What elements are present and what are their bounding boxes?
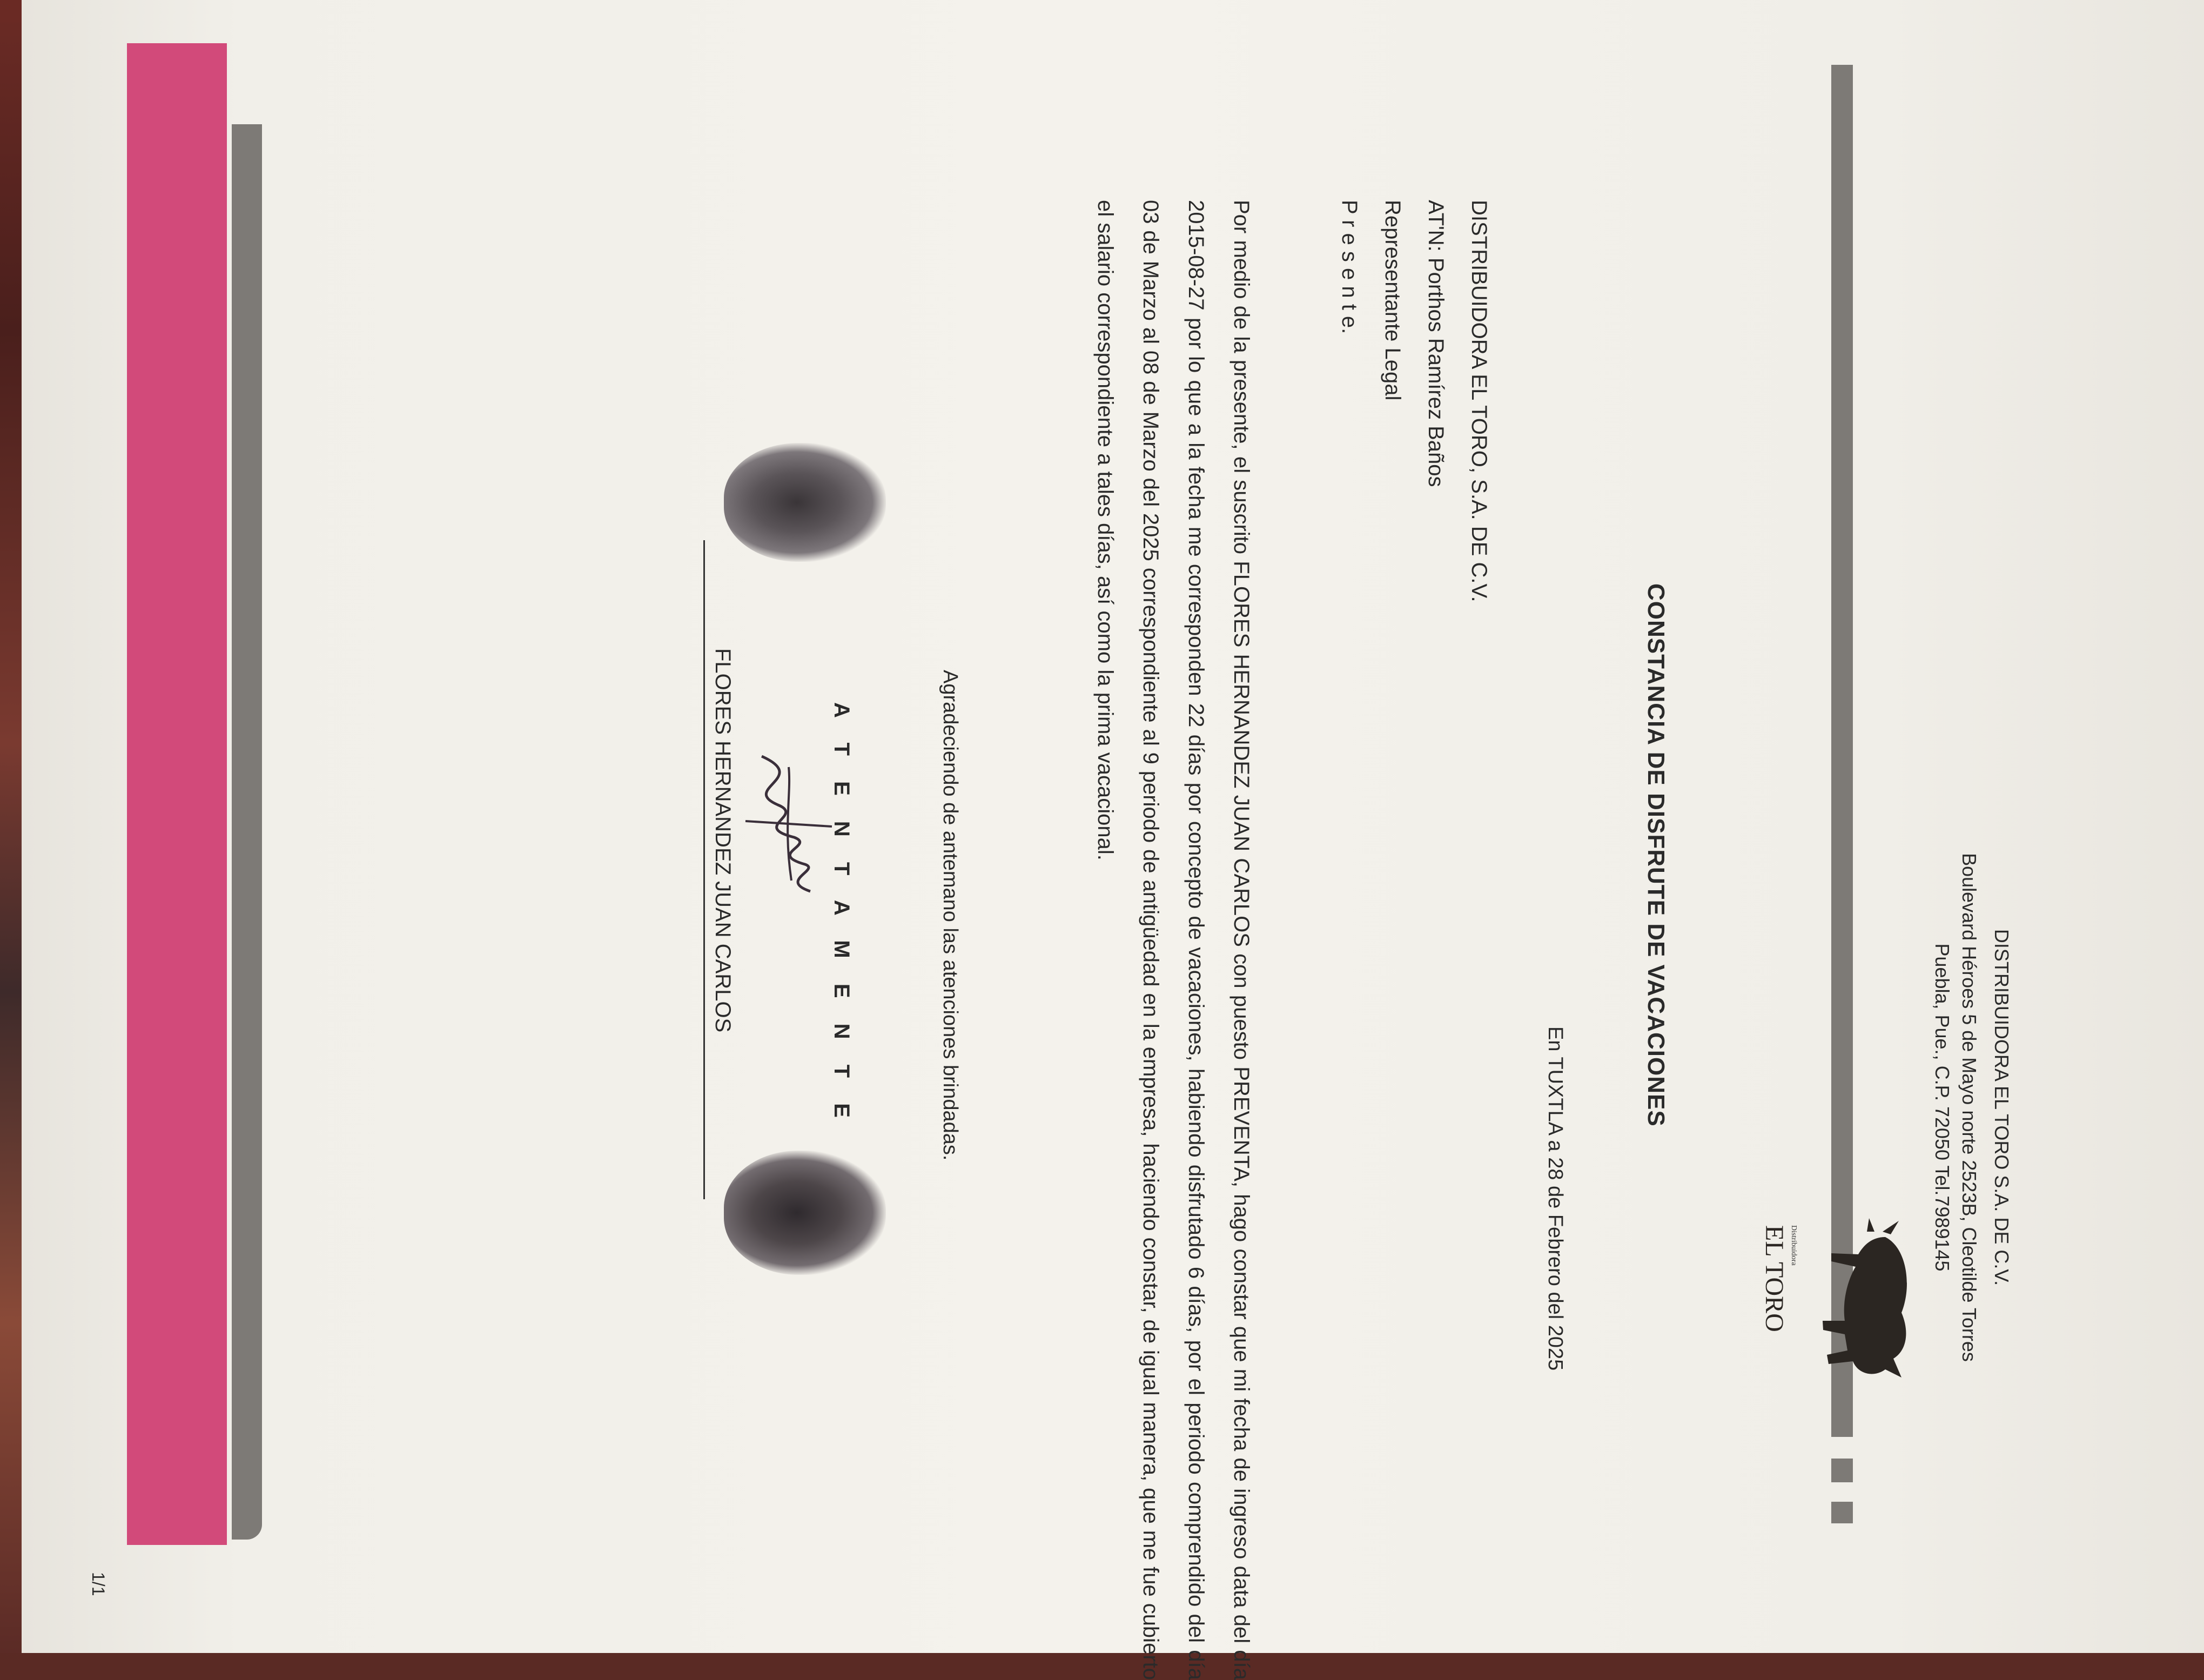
company-address-line1: Boulevard Héroes 5 de Mayo norte 2523B, Cleotilde Torres (1958, 853, 1980, 1362)
company-address-line2: Puebla, Pue., C.P. 72050 Tel.7989145 (1931, 943, 1953, 1272)
addressee-role: Representante Legal (1381, 200, 1405, 401)
bull-icon (1783, 1215, 1923, 1388)
logo-brand-text: EL TORO (1760, 1225, 1789, 1332)
addressee-company: DISTRIBUIDORA EL TORO, S.A. DE C.V. (1467, 200, 1491, 602)
document-date: En TUXTLA a 28 de Febrero del 2025 (1544, 1026, 1567, 1371)
document-title: CONSTANCIA DE DISFRUTE DE VACACIONES (1643, 583, 1669, 1127)
thanks-line: Agradeciendo de antemano las atenciones brindadas. (939, 670, 962, 1161)
company-name: DISTRIBUIDORA EL TORO S.A. DE C.V. (1991, 929, 2013, 1286)
company-logo (1760, 1215, 1923, 1388)
fingerprint-right (724, 1151, 886, 1275)
closing-text: A T E N T A M E N T E (830, 702, 854, 1127)
fingerprint-left (724, 443, 886, 562)
addressee-presente: P r e s e n t e. (1338, 200, 1361, 334)
body-paragraph: Por medio de la presente, el suscrito FLORES HERNANDEZ JUAN CARLOS con puesto PREVENTA, hago constar que mi fecha de ingreso data del día 2015-08-27 por lo que a la fecha me corresponden 22 días por concepto de vacaciones, habiendo disfrutado 6 días, por el periodo comprendido del día 03 de Marzo al 08 de Marzo del 2025 correspondiente al 9 periodo de antigüedad en la empresa, haciendo constar, de igual manera, que me fue cubierto el salario correspondiente a tales días, así como la prima vacacional. (1093, 200, 1253, 1680)
addressee-attn: AT'N: Porthos Ramírez Baños (1424, 200, 1448, 487)
handwritten-signature (735, 745, 843, 908)
header-bar-segment (1831, 1459, 1853, 1482)
footer-bar-pink (127, 43, 227, 1545)
signer-name: FLORES HERNANDEZ JUAN CARLOS (711, 648, 735, 1033)
page-number: 1/1 (89, 1572, 108, 1596)
footer-bar-gray (232, 124, 262, 1540)
header-bar-segment (1831, 1502, 1853, 1523)
logo-brand-small: Distribuidora (1790, 1225, 1798, 1266)
signature-line (703, 540, 705, 1199)
